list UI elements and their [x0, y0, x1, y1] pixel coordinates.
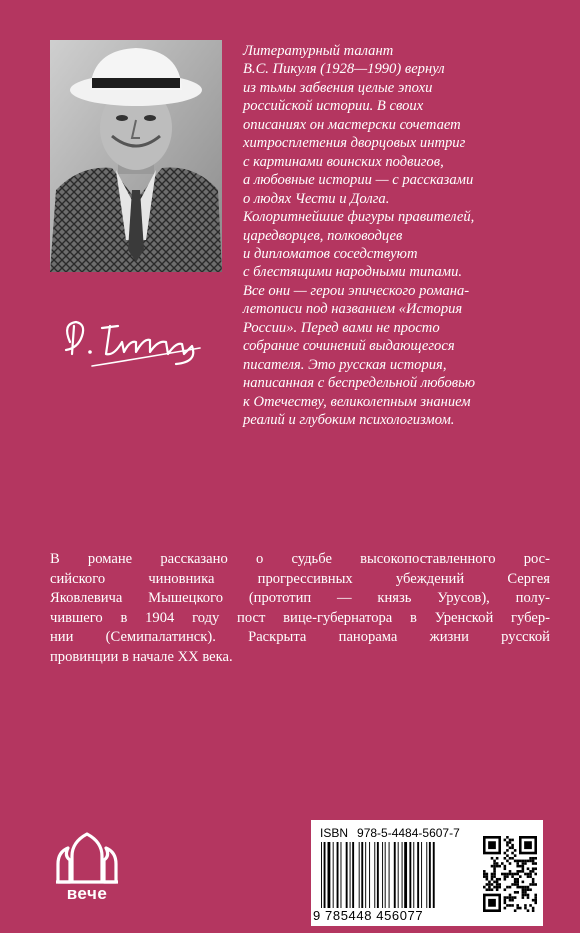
qr-module [522, 881, 525, 884]
qr-module [524, 894, 527, 897]
barcode-bar [433, 842, 435, 908]
qr-module [493, 862, 496, 865]
bio-line: с картинами воинских подвигов, [243, 153, 444, 170]
qr-module [532, 881, 535, 884]
novel-summary-paragraph [50, 550, 550, 667]
summary-line: Яковлевича Мышецкого (прототип — князь Урусов), полу- [50, 590, 550, 606]
barcode-bar [328, 842, 331, 908]
summary-line: нии (Семипалатинск). Раскрыта панорама жизни русской [50, 629, 550, 645]
qr-module [493, 881, 496, 884]
qr-module [519, 886, 522, 889]
qr-module [506, 836, 509, 839]
qr-module [506, 875, 509, 878]
qr-module [516, 886, 519, 889]
qr-module [504, 899, 507, 902]
qr-module [483, 873, 486, 876]
qr-module [522, 891, 525, 894]
qr-module [509, 886, 512, 889]
bio-line: и дипломатов соседствуют [243, 245, 418, 262]
qr-module [522, 870, 525, 873]
qr-module [527, 886, 530, 889]
qr-module [509, 873, 512, 876]
qr-module [524, 841, 532, 849]
qr-module [529, 904, 532, 907]
qr-module [483, 875, 486, 878]
qr-module [516, 907, 519, 910]
qr-module [511, 896, 514, 899]
barcode-bar [429, 842, 431, 908]
qr-module [506, 904, 509, 907]
barcode-bar [324, 842, 326, 908]
qr-module [527, 888, 530, 891]
qr-module [491, 873, 494, 876]
qr-module [511, 844, 514, 847]
qr-module [532, 860, 535, 863]
isbn-label: ISBN [320, 826, 349, 840]
summary-line: провинции в начале XX века. [50, 648, 233, 665]
bio-line: а любовные истории — с рассказами [243, 172, 474, 189]
qr-module [527, 873, 530, 876]
isbn-barcode-sticker [311, 820, 543, 926]
barcode-bar [341, 842, 342, 908]
barcode-bar [377, 842, 379, 908]
barcode-bar [333, 842, 334, 908]
portrait-illustration [50, 40, 222, 272]
qr-module [511, 904, 514, 907]
qr-module [532, 857, 535, 860]
qr-module [527, 860, 530, 863]
qr-module [522, 894, 525, 897]
qr-module [488, 888, 491, 891]
isbn-number: 978-5-4484-5607-7 [357, 826, 460, 840]
barcode-bar [404, 842, 407, 908]
qr-module [514, 849, 517, 852]
qr-module [483, 886, 486, 889]
qr-module [493, 860, 496, 863]
barcode-bar [352, 842, 354, 908]
qr-module [534, 899, 537, 902]
qr-module [506, 841, 509, 844]
qr-module [509, 857, 512, 860]
barcode-bar [402, 842, 403, 908]
barcode-bar [426, 842, 427, 908]
qr-module [516, 883, 519, 886]
qr-module [524, 891, 527, 894]
qr-module [534, 867, 537, 870]
bio-line: собрание сочинений выдающегося [243, 338, 455, 355]
qr-module [509, 899, 512, 902]
qr-module [506, 854, 509, 857]
qr-module [491, 878, 494, 881]
qr-module [534, 902, 537, 905]
qr-module [491, 888, 494, 891]
qr-module [491, 865, 494, 868]
qr-module [496, 862, 499, 865]
barcode-bar [409, 842, 411, 908]
qr-module [524, 904, 527, 907]
bio-line: Колоритнейшие фигуры правителей, [243, 209, 475, 226]
qr-module [483, 870, 486, 873]
bio-line: царедворцев, полководцев [243, 227, 403, 244]
qr-module [491, 883, 494, 886]
qr-module [524, 873, 527, 876]
qr-module [504, 875, 507, 878]
qr-module [496, 878, 499, 881]
bio-line: хитросплетения дворцовых интриг [243, 135, 466, 152]
publisher-logo-text: вече [66, 884, 108, 903]
barcode-bar [365, 842, 366, 908]
qr-module [516, 878, 519, 881]
qr-module [532, 909, 535, 912]
qr-module [534, 894, 537, 897]
qr-module [504, 857, 507, 860]
bio-line: написанная с беспредельной любовью [243, 375, 476, 392]
qr-module [522, 860, 525, 863]
barcode-bar [361, 842, 363, 908]
barcode-bar [385, 842, 386, 908]
qr-module [532, 878, 535, 881]
qr-module [514, 909, 517, 912]
qr-module [516, 881, 519, 884]
barcode-bar [394, 842, 396, 908]
qr-module [514, 878, 517, 881]
qr-module [522, 888, 525, 891]
qr-module [506, 896, 509, 899]
qr-module [524, 907, 527, 910]
qr-module [534, 862, 537, 865]
summary-line: В романе рассказано о судьбе высокопоставленного рос- [50, 551, 550, 567]
qr-module [514, 891, 517, 894]
qr-module [498, 886, 501, 889]
barcode-bar [337, 842, 339, 908]
qr-module [509, 839, 512, 842]
qr-module [496, 883, 499, 886]
qr-module [514, 860, 517, 863]
qr-module [498, 865, 501, 868]
qr-module [506, 873, 509, 876]
barcode-bar [398, 842, 399, 908]
author-signature [52, 302, 222, 376]
qr-module [493, 870, 496, 873]
author-bio-paragraph [243, 42, 568, 430]
qr-module [524, 886, 527, 889]
barcode-bar [374, 842, 375, 908]
qr-module [511, 873, 514, 876]
barcode-icon [319, 842, 477, 908]
qr-module [504, 852, 507, 855]
qr-module [509, 846, 512, 849]
qr-module [534, 873, 537, 876]
bio-line: с блестящими народными типами. [243, 264, 463, 281]
qr-module [516, 860, 519, 863]
qr-module [524, 860, 527, 863]
qr-module [511, 899, 514, 902]
qr-module [529, 857, 532, 860]
qr-module [488, 841, 496, 849]
qr-module [493, 873, 496, 876]
qr-module [491, 857, 494, 860]
barcode-bar [359, 842, 360, 908]
qr-module [491, 875, 494, 878]
qr-module [514, 854, 517, 857]
qr-module [509, 904, 512, 907]
barcode-bar [421, 842, 422, 908]
qr-module [532, 907, 535, 910]
qr-module [488, 883, 491, 886]
qr-module [493, 865, 496, 868]
qr-module [516, 870, 519, 873]
qr-module [504, 873, 507, 876]
bio-line: Литературный талант [243, 43, 394, 59]
qr-module [488, 881, 491, 884]
qr-module [516, 865, 519, 868]
bio-line: реалий и глубоким психологизмом. [243, 412, 455, 429]
qr-module [522, 886, 525, 889]
qr-module [511, 883, 514, 886]
barcode-bar [417, 842, 419, 908]
qr-module [524, 888, 527, 891]
qr-module [493, 886, 496, 889]
qr-module [504, 888, 507, 891]
qr-module [519, 907, 522, 910]
qr-module [501, 873, 504, 876]
barcode-bar [321, 842, 322, 908]
qr-module [532, 870, 535, 873]
qr-module [486, 888, 489, 891]
qr-module [486, 883, 489, 886]
qr-module [516, 891, 519, 894]
bio-line: из тьмы забвения целые эпохи [243, 79, 433, 96]
qr-module [527, 896, 530, 899]
qr-module [493, 875, 496, 878]
qr-module [514, 881, 517, 884]
qr-module [522, 862, 525, 865]
qr-module [504, 907, 507, 910]
barcode-bar [389, 842, 390, 908]
qr-module [506, 860, 509, 863]
qr-module [527, 875, 530, 878]
qr-module [511, 839, 514, 842]
qr-module [509, 894, 512, 897]
qr-module [496, 865, 499, 868]
qr-module [519, 865, 522, 868]
qr-module [519, 860, 522, 863]
qr-module [509, 896, 512, 899]
qr-module [488, 899, 496, 907]
bio-line: о людях Чести и Долга. [243, 190, 390, 207]
qr-module [486, 873, 489, 876]
qr-module [496, 888, 499, 891]
qr-module [496, 857, 499, 860]
qr-module [504, 902, 507, 905]
qr-module [519, 870, 522, 873]
qr-module [532, 899, 535, 902]
qr-module [493, 867, 496, 870]
qr-module [532, 867, 535, 870]
author-portrait-photo [50, 40, 222, 272]
qr-module [514, 896, 517, 899]
bio-line: летописи под названием «История [243, 301, 463, 318]
qr-module [534, 857, 537, 860]
qr-module [504, 867, 507, 870]
qr-module [522, 896, 525, 899]
barcode-bar [350, 842, 351, 908]
qr-module [504, 865, 507, 868]
qr-module [522, 865, 525, 868]
qr-module [486, 878, 489, 881]
qr-module [532, 883, 535, 886]
qr-module [511, 846, 514, 849]
bio-line: российской истории. В своих [243, 98, 424, 115]
qr-module [509, 862, 512, 865]
qr-module [534, 883, 537, 886]
qr-module [516, 862, 519, 865]
isbn-line [320, 826, 460, 840]
bio-line: В.С. Пикуля (1928—1990) вернул [243, 61, 445, 78]
qr-module [514, 873, 517, 876]
summary-line: сийского чиновника прогрессивных убеждений Сергея [50, 570, 550, 587]
qr-module [519, 875, 522, 878]
qr-module [514, 883, 517, 886]
barcode-bar [413, 842, 414, 908]
qr-module [504, 839, 507, 842]
qr-module [527, 867, 530, 870]
qr-module [529, 883, 532, 886]
qr-module [529, 875, 532, 878]
barcode-bar [346, 842, 348, 908]
qr-module [529, 888, 532, 891]
qr-module [498, 883, 501, 886]
qr-module [496, 881, 499, 884]
qr-module [504, 878, 507, 881]
qr-module [527, 894, 530, 897]
qr-module [511, 852, 514, 855]
qr-module [529, 870, 532, 873]
qr-module [516, 873, 519, 876]
qr-module [511, 875, 514, 878]
bio-line: описаниях он мастерски сочетает [243, 116, 461, 133]
barcode-bar [382, 842, 383, 908]
summary-line: чившего в 1904 году пост вице-губернатора в Уренской губер- [50, 609, 550, 626]
bio-line: России». Перед вами не просто [243, 319, 440, 336]
qr-module [529, 873, 532, 876]
qr-module [516, 904, 519, 907]
qr-module [509, 841, 512, 844]
qr-module [506, 886, 509, 889]
qr-module [496, 886, 499, 889]
barcode-bar [369, 842, 370, 908]
qr-module [506, 849, 509, 852]
bio-line: Все они — герои эпического романа- [243, 282, 470, 299]
qr-module [506, 844, 509, 847]
bio-line: к Отечеству, великолепным знанием [243, 393, 471, 410]
barcode-digits: 9 785448 456077 [313, 908, 424, 923]
qr-module [527, 909, 530, 912]
qr-module [511, 857, 514, 860]
qr-module [504, 896, 507, 899]
qr-code-icon [483, 836, 537, 912]
qr-module [529, 860, 532, 863]
qr-module [509, 870, 512, 873]
qr-module [498, 878, 501, 881]
qr-module [532, 862, 535, 865]
qr-module [488, 886, 491, 889]
qr-module [522, 867, 525, 870]
qr-module [534, 896, 537, 899]
qr-module [524, 862, 527, 865]
bio-line: писателя. Это русская история, [243, 356, 447, 373]
qr-module [501, 862, 504, 865]
qr-module [486, 875, 489, 878]
